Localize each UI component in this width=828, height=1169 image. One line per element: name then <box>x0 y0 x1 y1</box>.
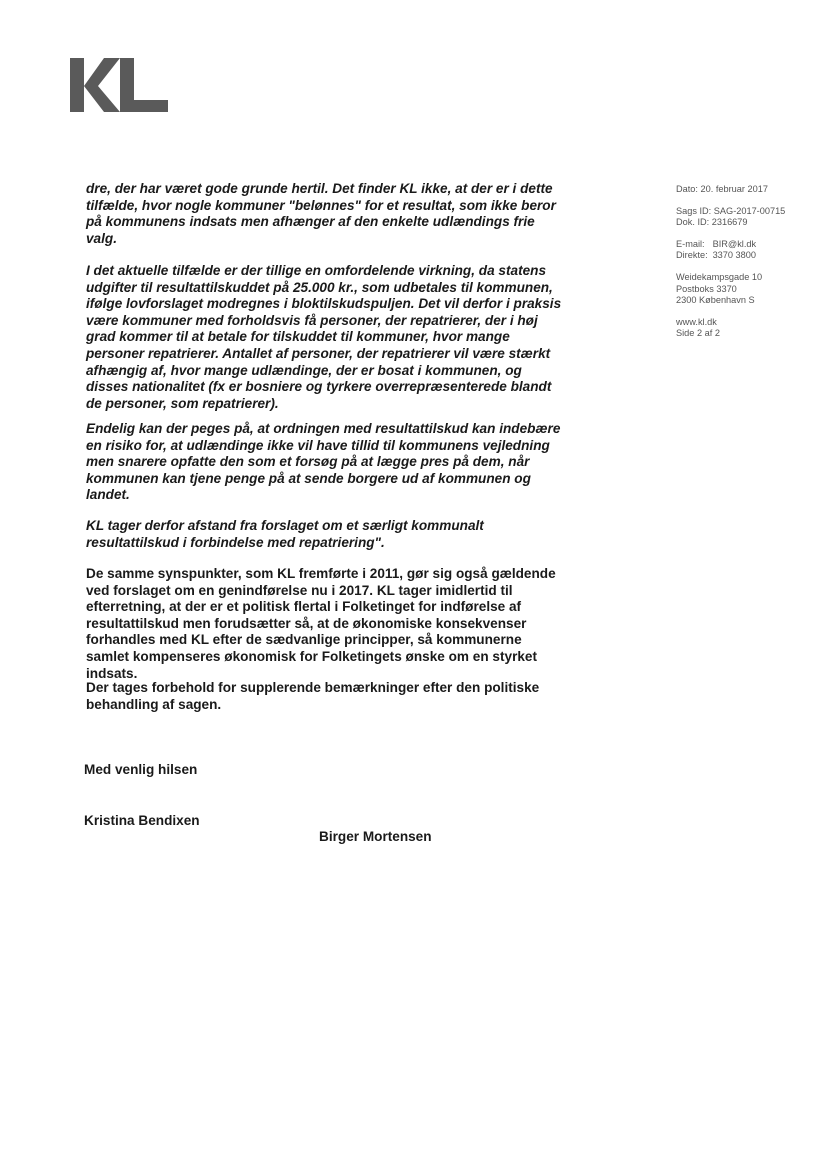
signer-name-1: Kristina Bendixen <box>84 813 200 828</box>
case-id-line: Sags ID: SAG-2017-00715 <box>676 205 786 216</box>
doc-id-line: Dok. ID: 2316679 <box>676 217 748 228</box>
email-value: BIR@kl.dk <box>712 238 757 249</box>
paragraph-5-text: De samme synspunkter, som KL fremførte i 2011, gør sig også gældende ved forslaget om en genindførelse nu i 2017. KL tager imidlertid til efterretning, at der er et politisk flertal i Folketinget for indførelse af resultattilskud men forudsætter så, at de økonomiske konsekvenser forhandles med KL efter de sædvanlige principper, så kommunerne samlet kompenseres økonomisk for Folketingets ønske om en styrket indsats. <box>86 566 556 681</box>
address-line-1: Weidekampsgade 10 <box>676 271 763 282</box>
signer-name-2: Birger Mortensen <box>319 829 432 844</box>
closing-greeting: Med venlig hilsen <box>84 762 198 777</box>
kl-logo <box>70 56 170 114</box>
paragraph-4-text: KL tager derfor afstand fra forslaget om et særligt kommunalt resultattilskud i forbindelse med repatriering". <box>86 518 484 550</box>
address-line-3: 2300 København S <box>676 295 755 306</box>
paragraph-1-text: dre, der har været gode grunde hertil. Det finder KL ikke, at der er i dette tilfælde, hvor nogle kommuner "belønnes" for et resultat, som ikke beror på kommunens indsats men afhænger af den enkelte udlændings frie valg. <box>86 181 556 246</box>
paragraph-2 <box>86 263 566 412</box>
date-line: Dato: 20. februar 2017 <box>676 184 768 194</box>
paragraph-4 <box>86 518 566 551</box>
paragraph-6-text: Der tages forbehold for supplerende bemærkninger efter den politiske behandling af sagen. <box>86 680 540 712</box>
paragraph-3-text: Endelig kan der peges på, at ordningen med resultattilskud kan indebære en risiko for, at udlændinge ikke vil have tillid til kommunens vejledning men snarere opfatte den som et forsøg på at lægge pres på dem, når kommunen kan tjene penge på at sende borgere ud af kommunen og landet. <box>86 421 561 503</box>
paragraph-2-text: I det aktuelle tilfælde er der tillige en omfordelende virkning, da statens udgifter til resultattilskuddet på 25.000 kr., som udbetales til kommunen, ifølge lovforslaget modregnes i bloktilskudspuljen. Det vil derfor i praksis være kommuner med forholdsvis få personer, der repatrierer, der i høj grad kommer til at betale for tilskuddet til kommuner, hvor mange personer repatrierer. Antallet af personer, der repatrierer vil være stærkt afhængig af, hvor mange udlændinge, der er bosat i kommunen, og disses nationalitet (fx er bosniere og tyrkere overrepræsenterede blandt de personer, som repatrierer). <box>86 263 562 411</box>
paragraph-6 <box>86 680 566 713</box>
phone-label: Direkte: <box>676 250 708 261</box>
email-label: E-mail: <box>676 238 705 249</box>
phone-value: 3370 3800 <box>712 250 756 261</box>
web-line: www.kl.dk <box>676 316 717 327</box>
address-line-2: Postboks 3370 <box>676 283 737 294</box>
sidebar-metadata <box>676 184 785 340</box>
phone-line <box>676 250 785 262</box>
paragraph-3 <box>86 421 566 504</box>
email-line <box>676 239 785 251</box>
paragraph-5 <box>86 566 566 682</box>
paragraph-1 <box>86 181 566 247</box>
page-number: Side 2 af 2 <box>676 328 720 339</box>
